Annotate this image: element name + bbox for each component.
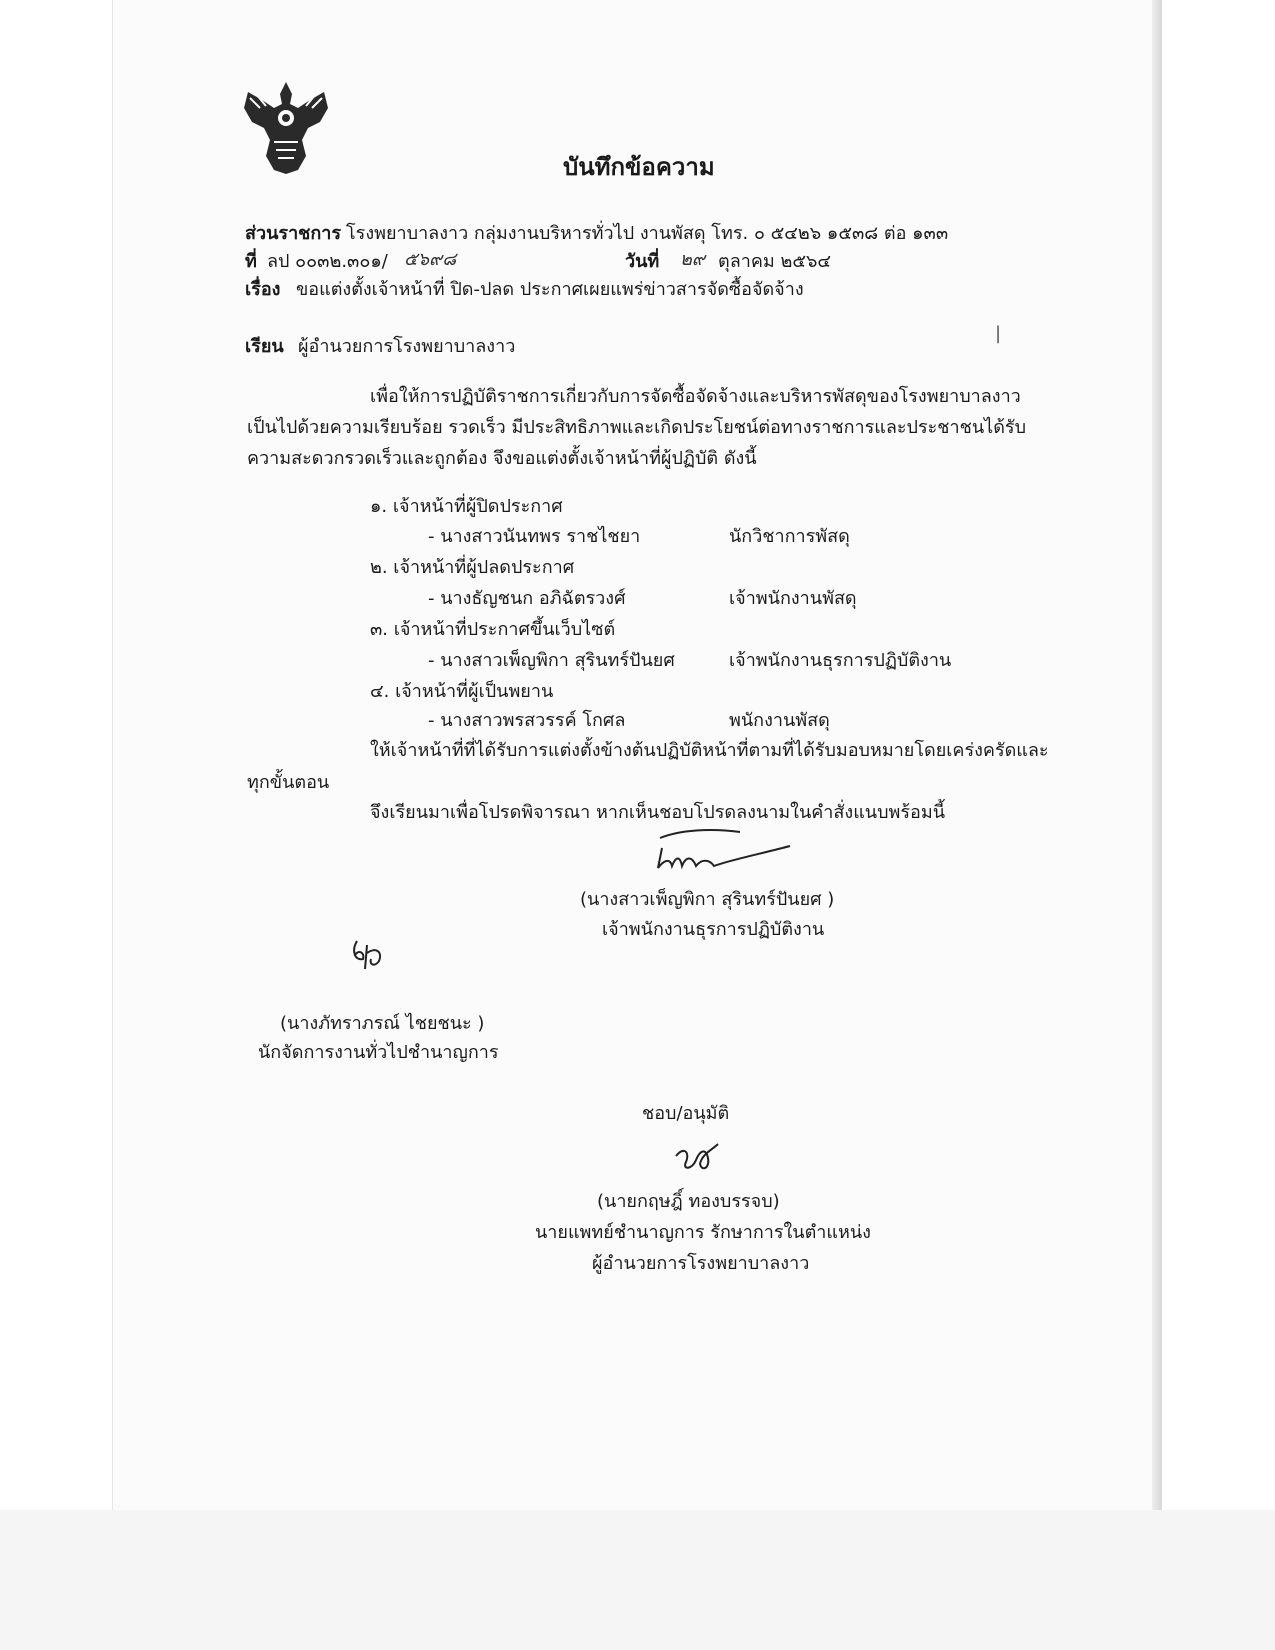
duty-heading-3: ๓. เจ้าหน้าที่ประกาศขึ้นเว็บไซต์: [370, 619, 616, 640]
duty-heading-1: ๑. เจ้าหน้าที่ผู้ปิดประกาศ: [370, 496, 563, 517]
duty-heading-2: ๒. เจ้าหน้าที่ผู้ปลดประกาศ: [370, 557, 575, 578]
signer2-position: นักจัดการงานทั่วไปชำนาญการ: [258, 1042, 499, 1063]
signer1-name: (นางสาวเพ็ญพิกา สุรินทร์ปันยศ ): [580, 889, 835, 910]
duty-position-3: เจ้าพนักงานธุรการปฏิบัติงาน: [729, 650, 952, 671]
para1-line1: เพื่อให้การปฏิบัติราชการเกี่ยวกับการจัดซื้อจัดจ้างและบริหารพัสดุของโรงพยาบาลงาว: [370, 386, 1021, 407]
left-margin: [0, 0, 112, 1510]
approver-position-2: ผู้อำนวยการโรงพยาบาลงาว: [592, 1253, 810, 1274]
date-rest: ตุลาคม ๒๕๖๔: [718, 251, 831, 272]
approver-position-1: นายแพทย์ชำนาญการ รักษาการในตำแหน่ง: [535, 1222, 871, 1243]
margin-mark: |: [995, 323, 1002, 344]
scan-edge-shadow: [1152, 0, 1162, 1510]
signature-2-icon: [345, 935, 395, 983]
duty-position-4: พนักงานพัสดุ: [729, 710, 830, 731]
approver-name: (นายกฤษฎิ์ ทองบรรจบ): [597, 1191, 780, 1212]
para2-line1: ให้เจ้าหน้าที่ที่ได้รับการแต่งตั้งข้างต้นปฏิบัติหน้าที่ตามที่ได้รับมอบหมายโดยเคร่งครัดและ: [370, 740, 1049, 761]
subject-value: ขอแต่งตั้งเจ้าหน้าที่ ปิด-ปลด ประกาศเผยแพร่ข่าวสารจัดซื้อจัดจ้าง: [296, 279, 804, 300]
bottom-band: [0, 1510, 1275, 1650]
memo-title: บันทึกข้อความ: [563, 153, 715, 181]
para2-line2: ทุกขั้นตอน: [247, 772, 330, 793]
duty-position-2: เจ้าพนักงานพัสดุ: [729, 588, 857, 609]
ref-label: ที่: [245, 251, 257, 272]
signer2-name: (นางภัทราภรณ์ ไชยชนะ ): [280, 1013, 485, 1034]
agency-label: ส่วนราชการ: [245, 223, 342, 244]
ref-prefix: ลป ๐๐๓๒.๓๐๑/: [267, 251, 388, 272]
ref-number: ๕๖๙๘: [404, 249, 457, 270]
duty-person-1: - นางสาวนันทพร ราชไชยา: [428, 526, 641, 547]
duty-heading-4: ๔. เจ้าหน้าที่ผู้เป็นพยาน: [370, 681, 554, 702]
para3: จึงเรียนมาเพื่อโปรดพิจารณา หากเห็นชอบโปรดลงนามในคำสั่งแนบพร้อมนี้: [370, 802, 946, 823]
approval-signature-icon: [672, 1140, 722, 1180]
subject-label: เรื่อง: [245, 279, 281, 300]
para1-line3: ความสะดวกรวดเร็วและถูกต้อง จึงขอแต่งตั้งเจ้าหน้าที่ผู้ปฏิบัติ ดังนี้: [247, 448, 757, 469]
approval-label: ชอบ/อนุมัติ: [642, 1103, 730, 1124]
duty-person-4: - นางสาวพรสวรรค์ โกศล: [428, 710, 626, 731]
garuda-emblem-icon: [240, 78, 332, 178]
signer1-position: เจ้าพนักงานธุรการปฏิบัติงาน: [602, 919, 825, 940]
to-label: เรียน: [245, 336, 284, 357]
date-label: วันที่: [625, 251, 660, 272]
signature-1-icon: [640, 820, 800, 880]
duty-person-2: - นางธัญชนก อภิฉัตรวงศ์: [428, 588, 626, 609]
duty-position-1: นักวิชาการพัสดุ: [729, 526, 850, 547]
to-value: ผู้อำนวยการโรงพยาบาลงาว: [298, 336, 516, 357]
duty-person-3: - นางสาวเพ็ญพิกา สุรินทร์ปันยศ: [428, 650, 675, 671]
agency-value: โรงพยาบาลงาว กลุ่มงานบริหารทั่วไป งานพัสดุ โทร. ๐ ๕๔๒๖ ๑๕๓๘ ต่อ ๑๓๓: [346, 223, 949, 244]
date-day: ๒๙: [680, 249, 706, 270]
para1-line2: เป็นไปด้วยความเรียบร้อย รวดเร็ว มีประสิทธิภาพและเกิดประโยชน์ต่อทางราชการและประชาชนได้รับ: [247, 417, 1026, 438]
